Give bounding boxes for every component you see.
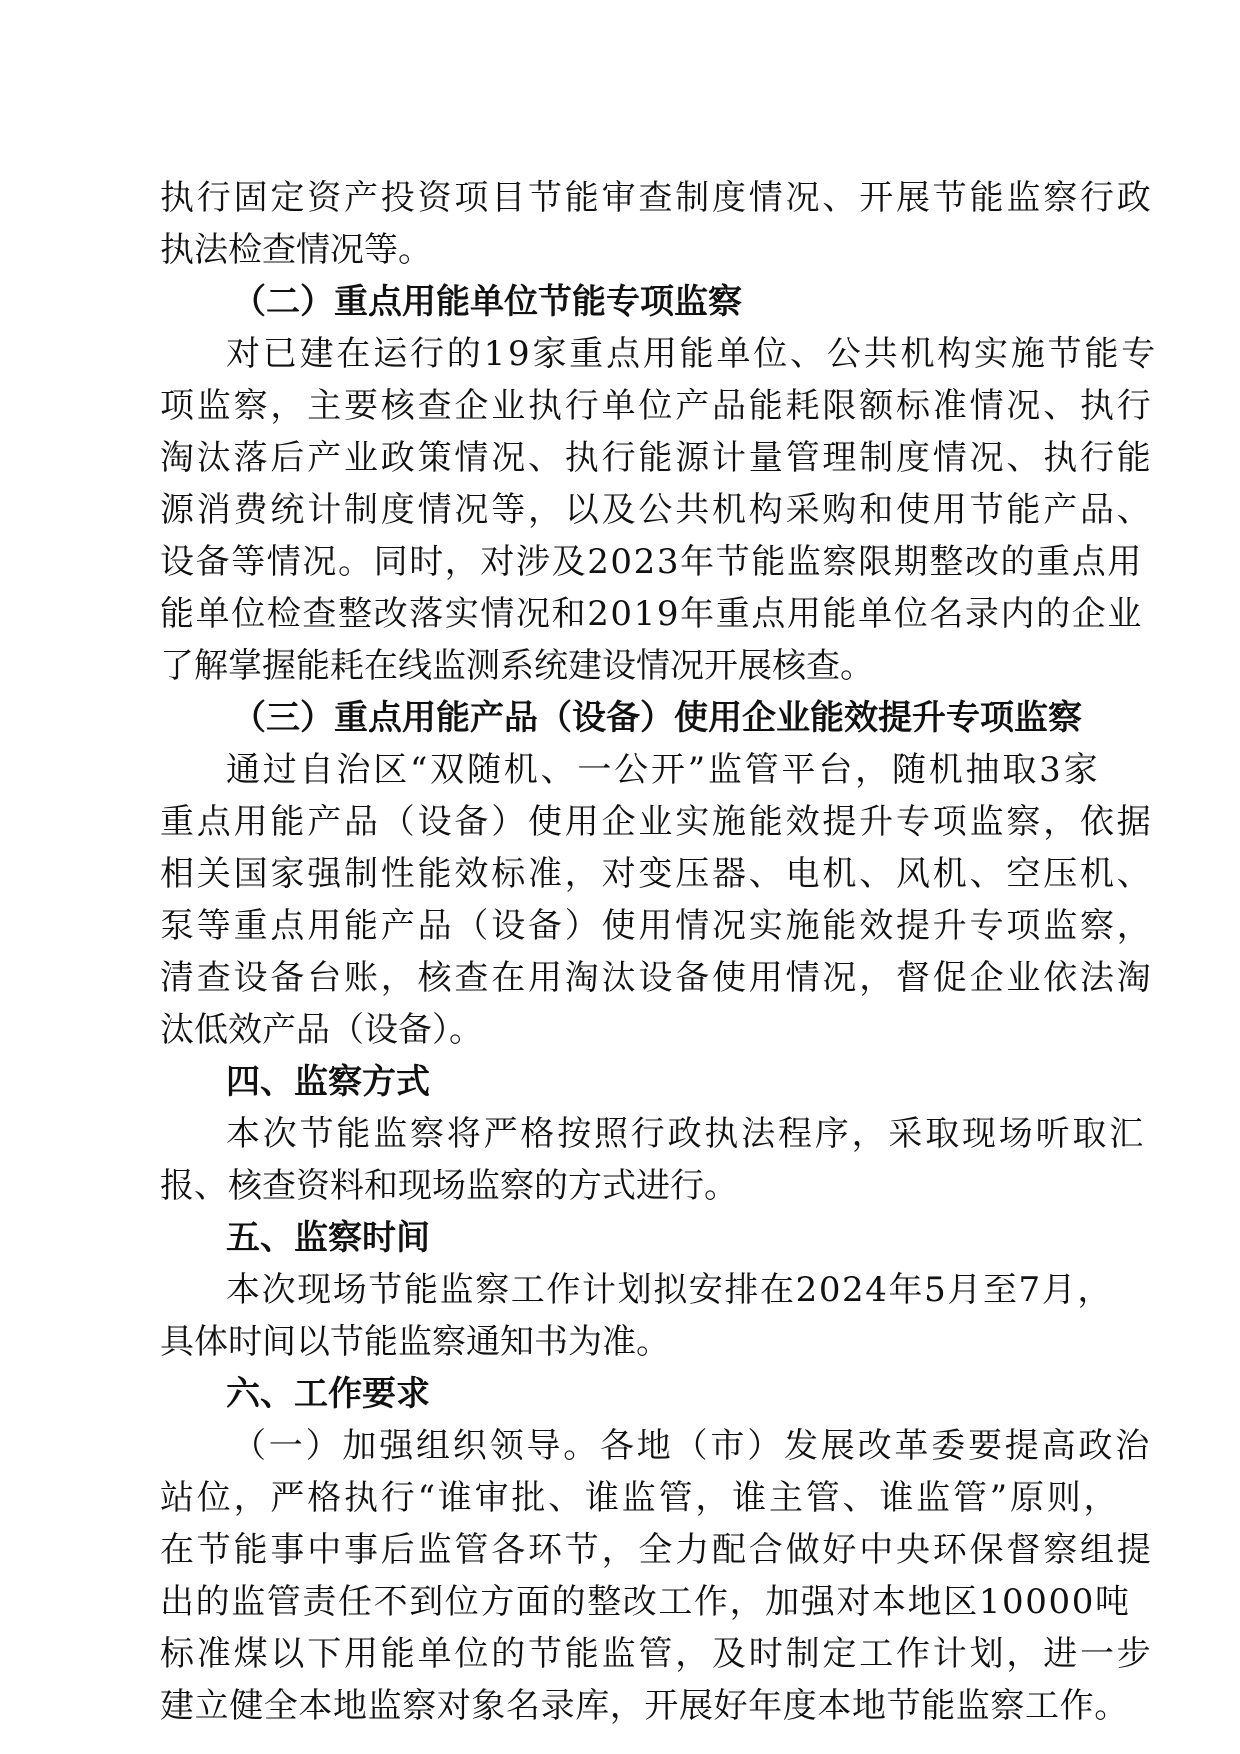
- body-text-line: 报、核查资料和现场监察的方式进行。: [160, 1166, 738, 1206]
- section-heading: 五、监察时间: [226, 1218, 430, 1258]
- body-text-line: 标准煤以下用能单位的节能监管，及时制定工作计划，进一步: [160, 1634, 1154, 1674]
- body-text-line: 汰低效产品（设备）。: [160, 1010, 483, 1050]
- body-text-line: 执法检查情况等。: [160, 230, 432, 270]
- section-heading: 六、工作要求: [226, 1374, 430, 1414]
- body-text-line: 本次现场节能监察工作计划拟安排在2024年5月至7月，: [226, 1270, 1113, 1310]
- body-text-line: 具体时间以节能监察通知书为准。: [160, 1322, 670, 1362]
- body-text-line: 相关国家强制性能效标准，对变压器、电机、风机、空压机、: [160, 854, 1154, 894]
- body-text-line: 本次节能监察将严格按照行政执法程序，采取现场听取汇: [226, 1114, 1146, 1154]
- body-text-line: 淘汰落后产业政策情况、执行能源计量管理制度情况、执行能: [160, 438, 1154, 478]
- body-text-line: 出的监管责任不到位方面的整改工作，加强对本地区10000吨: [160, 1582, 1131, 1622]
- body-text-line: 了解掌握能耗在线监测系统建设情况开展核查。: [160, 646, 874, 686]
- body-text-line: 项监察，主要核查企业执行单位产品能耗限额标准情况、执行: [160, 386, 1154, 426]
- subsection-heading: （三）重点用能产品（设备）使用企业能效提升专项监察: [232, 698, 1082, 738]
- body-text-line: 泵等重点用能产品（设备）使用情况实施能效提升专项监察，: [160, 906, 1154, 946]
- body-text-line: 源消费统计制度情况等，以及公共机构采购和使用节能产品、: [160, 490, 1154, 530]
- body-text-line: 站位，严格执行“谁审批、谁监管，谁主管、谁监管”原则，: [160, 1478, 1121, 1518]
- section-heading: 四、监察方式: [226, 1062, 430, 1102]
- body-text-line: 在节能事中事后监管各环节，全力配合做好中央环保督察组提: [160, 1530, 1154, 1570]
- body-text-line: 通过自治区“双随机、一公开”监管平台，随机抽取3家: [226, 750, 1101, 790]
- body-text-line: 执行固定资产投资项目节能审查制度情况、开展节能监察行政: [160, 178, 1154, 218]
- body-text-line: 重点用能产品（设备）使用企业实施能效提升专项监察，依据: [160, 802, 1154, 842]
- body-text-line: 对已建在运行的19家重点用能单位、公共机构实施节能专: [226, 334, 1159, 374]
- body-text-line: 设备等情况。同时，对涉及2023年节能监察限期整改的重点用: [160, 542, 1143, 582]
- body-text-line: 建立健全本地监察对象名录库，开展好年度本地节能监察工作。: [160, 1686, 1129, 1726]
- subsection-heading: （二）重点用能单位节能专项监察: [232, 282, 742, 322]
- body-text-line: 能单位检查整改落实情况和2019年重点用能单位名录内的企业: [160, 594, 1143, 634]
- body-text-line: 清查设备台账，核查在用淘汰设备使用情况，督促企业依法淘: [160, 958, 1154, 998]
- body-text-line: （一）加强组织领导。各地（市）发展改革委要提高政治: [232, 1426, 1152, 1466]
